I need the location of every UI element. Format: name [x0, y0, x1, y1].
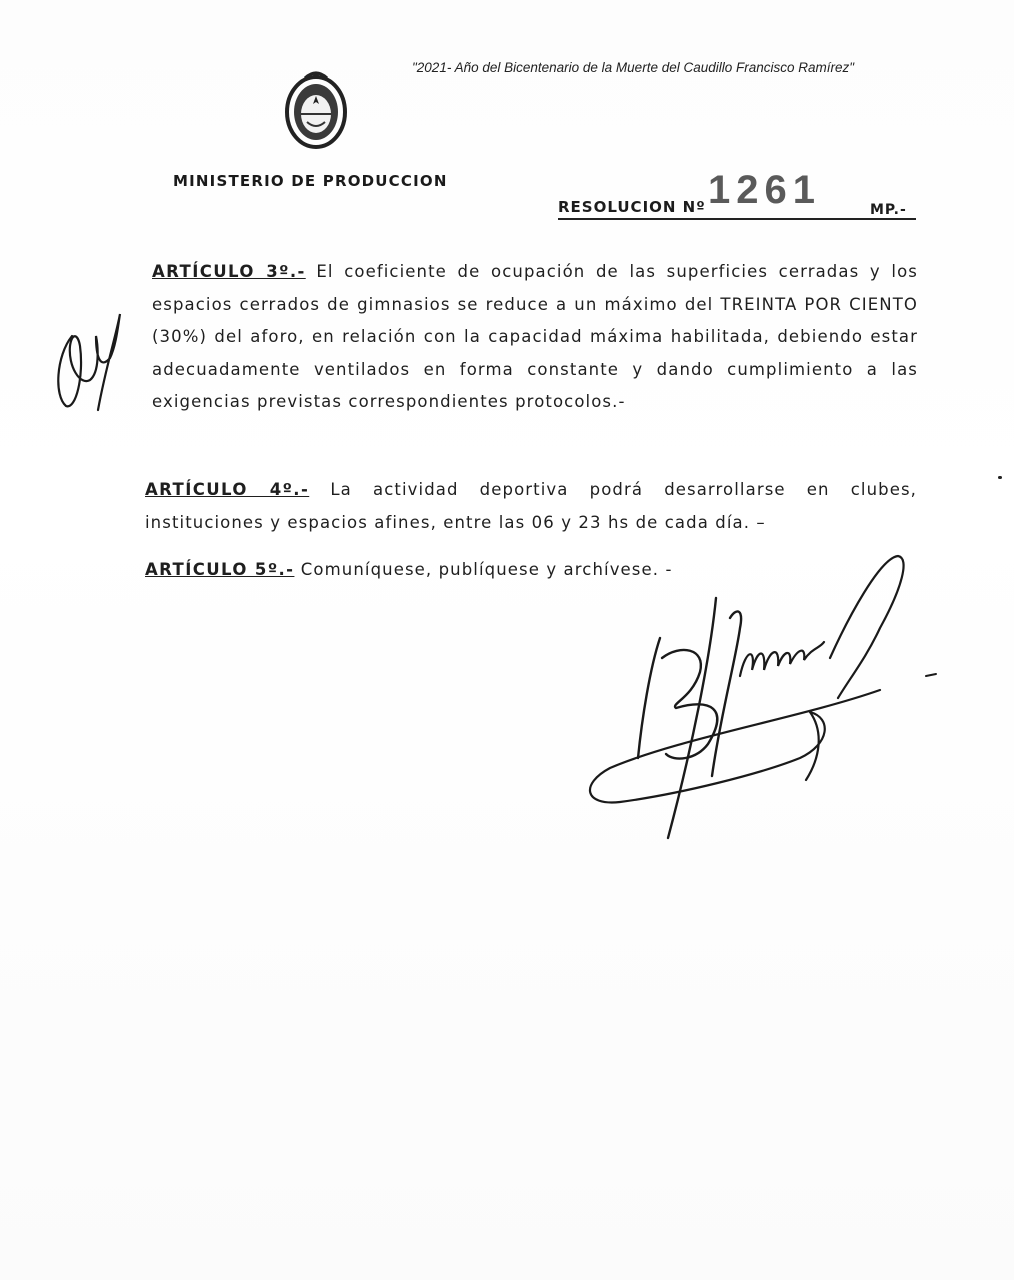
article-3-label: ARTÍCULO 3º.- [152, 262, 306, 281]
article-5-label: ARTÍCULO 5º.- [145, 560, 295, 579]
resolution-underline [558, 218, 916, 220]
header-motto: "2021- Año del Bicentenario de la Muerte del Caudillo Francisco Ramírez" [412, 60, 855, 75]
resolution-suffix: MP.- [870, 202, 907, 218]
ministry-name: MINISTERIO DE PRODUCCION [173, 172, 448, 190]
article-4-text: La actividad deportiva podrá desarrollarse en clubes, instituciones y espacios afines, entre las 06 y 23 hs de cada día. – [145, 480, 918, 532]
handwritten-initials-icon [50, 306, 130, 416]
article-5-text: Comuníquese, publíquese y archívese. - [294, 560, 673, 579]
article-4 [145, 474, 917, 539]
resolution-label: RESOLUCION Nº [558, 198, 706, 216]
article-4-label: ARTÍCULO 4º.- [145, 480, 310, 499]
article-3-text: El coeficiente de ocupación de las superficies cerradas y los espacios cerrados de gimnasios se reduce a un máximo del TREINTA POR CIENTO (30%) del aforo, en relación con la capacidad máxima habilitada, debiendo estar adecuadamente ventilados en forma constante y dando cumplimiento a las exigencias previstas correspondientes protocolos.- [152, 262, 918, 411]
handwritten-signature-icon [580, 548, 940, 848]
ink-speck [998, 476, 1002, 479]
article-3 [152, 256, 918, 419]
resolution-heading [558, 168, 918, 222]
provincial-crest-icon [283, 70, 349, 150]
resolution-number: 1261 [708, 168, 821, 212]
